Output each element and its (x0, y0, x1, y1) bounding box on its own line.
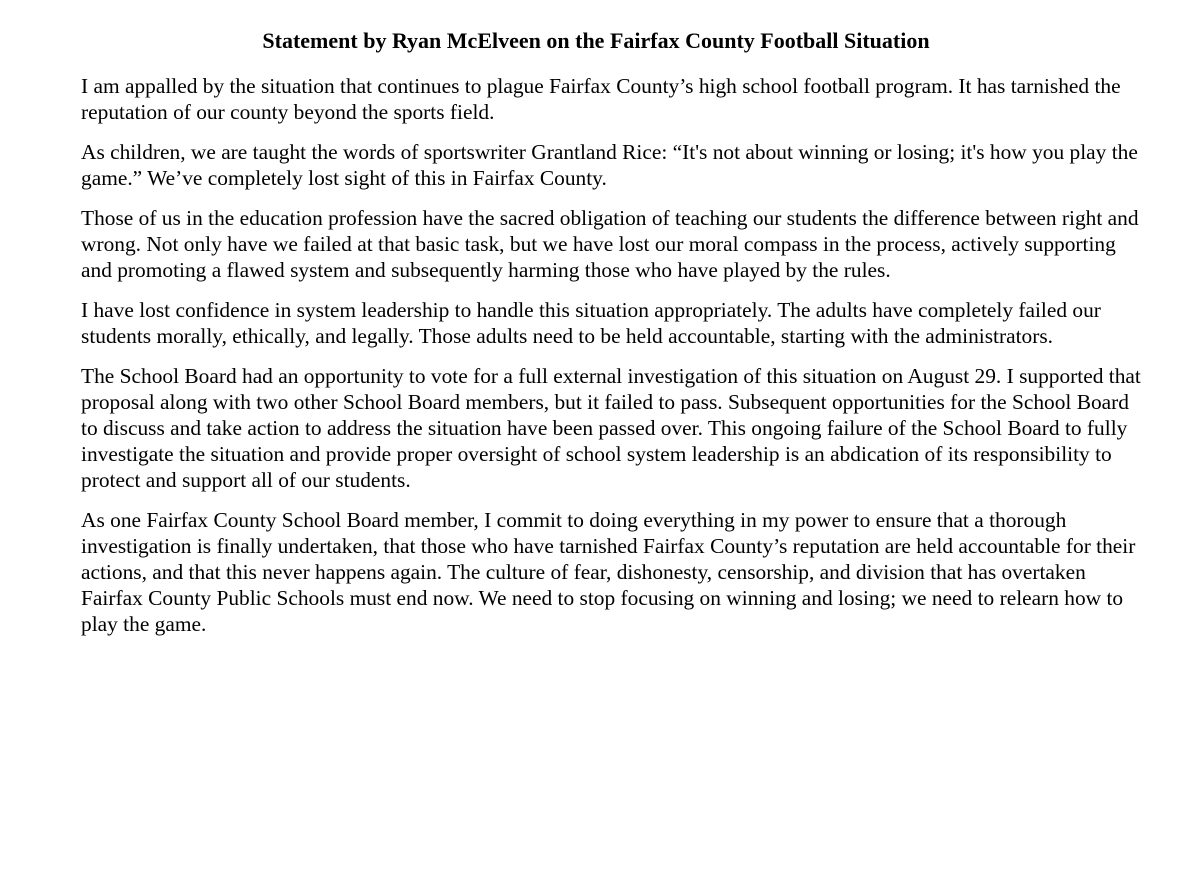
paragraph-1: I am appalled by the situation that continues to plague Fairfax County’s high school football program. It has tarnished the reputation of our county beyond the sports field. (81, 74, 1121, 124)
paragraph-4: I have lost confidence in system leadership to handle this situation appropriately. The adults have completely failed our students morally, ethically, and legally. Those adults need to be held accountable, starting with the administrators. (81, 298, 1101, 348)
paragraph-3: Those of us in the education profession have the sacred obligation of teaching our students the difference between right and wrong. Not only have we failed at that basic task, but we have lost our moral compass in the process, actively supporting and promoting a flawed system and subsequently harming those who have played by the rules. (81, 206, 1139, 282)
statement-document (81, 28, 1146, 651)
paragraph-2: As children, we are taught the words of sportswriter Grantland Rice: “It's not about winning or losing; it's how you play the game.” We’ve completely lost sight of this in Fairfax County. (81, 140, 1138, 190)
paragraph-5: The School Board had an opportunity to vote for a full external investigation of this situation on August 29. I supported that proposal along with two other School Board members, but it failed to pass. Subsequent opportunities for the School Board to discuss and take action to address the situation have been passed over. This ongoing failure of the School Board to fully investigate the situation and provide proper oversight of school system leadership is an abdication of its responsibility to protect and support all of our students. (81, 364, 1141, 492)
paragraph-6: As one Fairfax County School Board member, I commit to doing everything in my power to ensure that a thorough investigation is finally undertaken, that those who have tarnished Fairfax County’s reputation are held accountable for their actions, and that this never happens again. The culture of fear, dishonesty, censorship, and division that has overtaken Fairfax County Public Schools must end now. We need to stop focusing on winning and losing; we need to relearn how to play the game. (81, 508, 1136, 636)
statement-title: Statement by Ryan McElveen on the Fairfax County Football Situation (262, 28, 930, 53)
